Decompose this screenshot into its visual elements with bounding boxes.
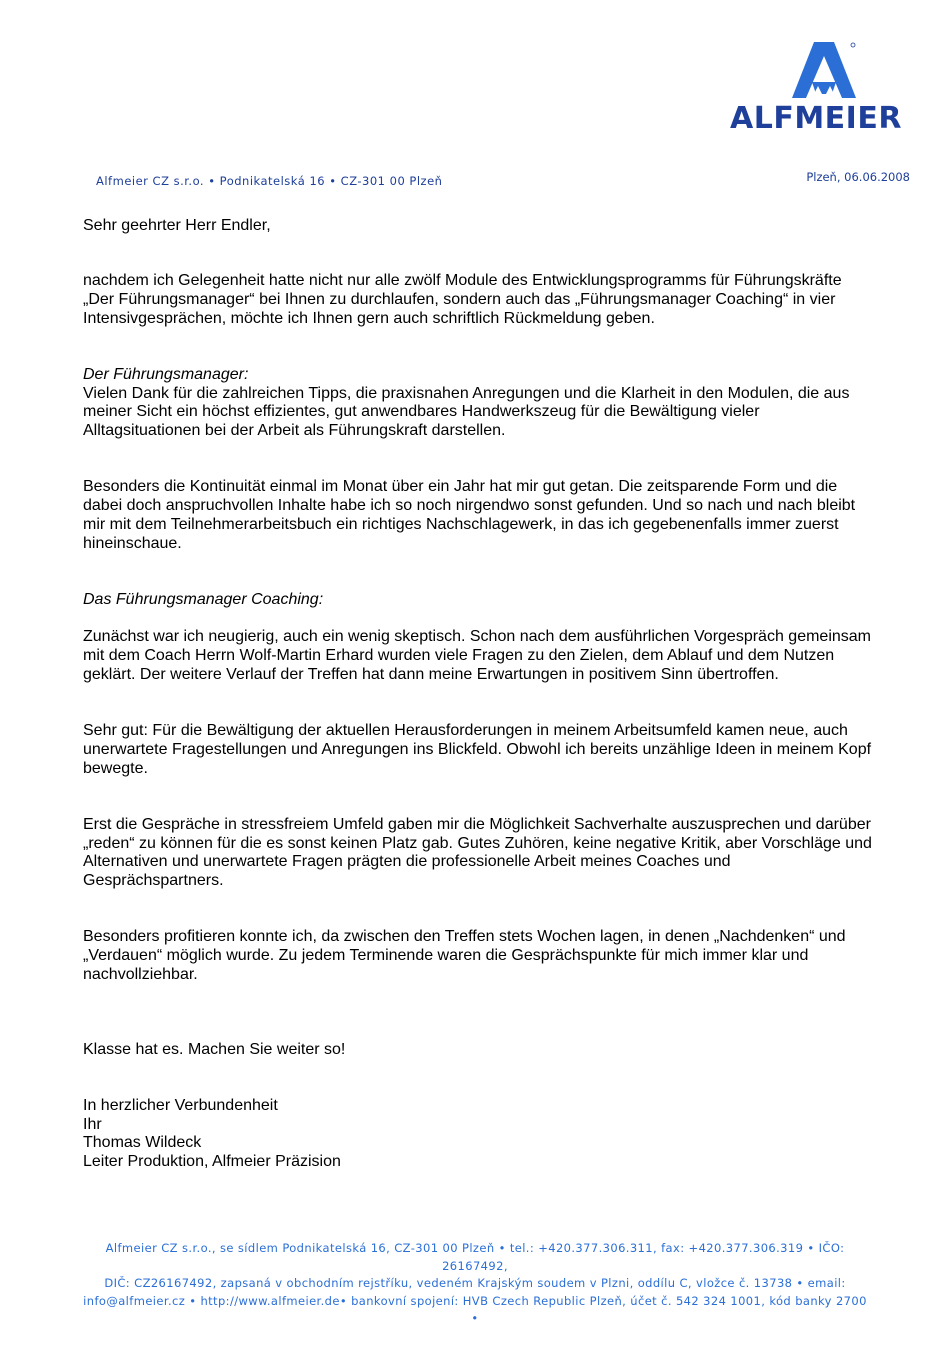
signatory-title: Leiter Produktion, Alfmeier Präzision — [83, 1153, 341, 1170]
closing-line: Klasse hat es. Machen Sie weiter so! — [83, 1040, 346, 1058]
logo-wordmark: ALFMEIER — [730, 101, 902, 136]
section-heading-fuehrungsmanager: Der Führungsmanager: — [83, 365, 249, 383]
signoff-greeting: In herzlicher Verbundenheit — [83, 1096, 278, 1114]
letter-body — [83, 272, 873, 1172]
paragraph: Besonders die Kontinuität einmal im Monat über ein Jahr hat mir gut getan. Die zeitsparende Form und die dabei doch anspruchvollen Inhalte habe ich so noch nirgendwo sonst gefunden. Und so nach und nach bleibt mir mit dem Teilnehmerarbeitsbuch ein richtiges Nachschlagewerk, in das ich gegebenenfalls immer zuerst hineinschaue. — [83, 478, 856, 552]
footer-line: info@alfmeier.cz • http://www.alfmeier.de• bankovní spojení: HVB Czech Republic Plzeň, účet č. 542 324 1001, kód banky 2700 • — [83, 1293, 867, 1325]
company-footer — [80, 1240, 870, 1328]
signoff-block — [83, 1097, 873, 1172]
paragraph: Zunächst war ich neugierig, auch ein wenig skeptisch. Schon nach dem ausführlichen Vorgespräch gemeinsam mit dem Coach Herrn Wolf-Martin Erhard wurden viele Fragen zu den Zielen, dem Ablauf und dem Nutzen geklärt. Der weitere Verlauf der Treffen hat dann meine Erwartungen in positivem Sinn übertroffen. — [83, 628, 871, 683]
company-logo — [730, 42, 920, 137]
section-heading-coaching: Das Führungsmanager Coaching: — [83, 590, 324, 608]
paragraph: Erst die Gespräche in stressfreiem Umfeld gaben mir die Möglichkeit Sachverhalte auszusprechen und darüber „reden“ zu können für die es sonst keinen Platz gab. Gutes Zuhören, keine negative Kritik, aber Vorschläge und Alternativen und unerwartete Fragen prägten die professionelle Arbeit meines Coaches und Gesprächspartners. — [83, 815, 872, 889]
alfmeier-a-logo-icon — [792, 42, 856, 98]
intro-paragraph: nachdem ich Gelegenheit hatte nicht nur alle zwölf Module des Entwicklungsprogramms für Führungskräfte „Der Führungsmanager“ bei Ihnen zu durchlaufen, sondern auch das „Führungsmanager Coaching“ in vier Intensivgesprächen, möchte ich Ihnen gern auch schriftlich Rückmeldung geben. — [83, 272, 842, 327]
paragraph: Besonders profitieren konnte ich, da zwischen den Treffen stets Wochen lagen, in denen „Nachdenken“ und „Verdauen“ möglich wurde. Zu jedem Terminende waren die Gesprächspunkte für mich immer klar und nachvollziehbar. — [83, 928, 846, 983]
paragraph: Sehr gut: Für die Bewältigung der aktuellen Herausforderungen in meinem Arbeitsumfeld kamen neue, auch unerwartete Fragestellungen und Anregungen ins Blickfeld. Obwohl ich bereits unzählige Ideen in meinem Kopf bewegte. — [83, 722, 872, 777]
signoff-ihr: Ihr — [83, 1115, 102, 1133]
footer-line: Alfmeier CZ s.r.o., se sídlem Podnikatelská 16, CZ-301 00 Plzeň • tel.: +420.377.306.311, fax: +420.377.306.319 • IČO: 26167492, — [105, 1241, 845, 1273]
signatory-name: Thomas Wildeck — [83, 1134, 202, 1152]
footer-line: DIČ: CZ26167492, zapsaná v obchodním rejstříku, vedeném Krajským soudem v Plzni, oddílu C, vložce č. 13738 • email: — [104, 1276, 846, 1290]
sender-address: Alfmeier CZ s.r.o. • Podnikatelská 16 • CZ-301 00 Plzeň — [96, 174, 443, 188]
salutation: Sehr geehrter Herr Endler, — [83, 217, 271, 234]
letter-date: Plzeň, 06.06.2008 — [806, 170, 910, 184]
paragraph: Vielen Dank für die zahlreichen Tipps, die praxisnahen Anregungen und die Klarheit in den Modulen, die aus meiner Sicht ein höchst effizientes, gut anwendbares Handwerkszeug für die Bewältigung vieler Alltagsituationen bei der Arbeit als Führungskraft darstellen. — [83, 384, 850, 439]
